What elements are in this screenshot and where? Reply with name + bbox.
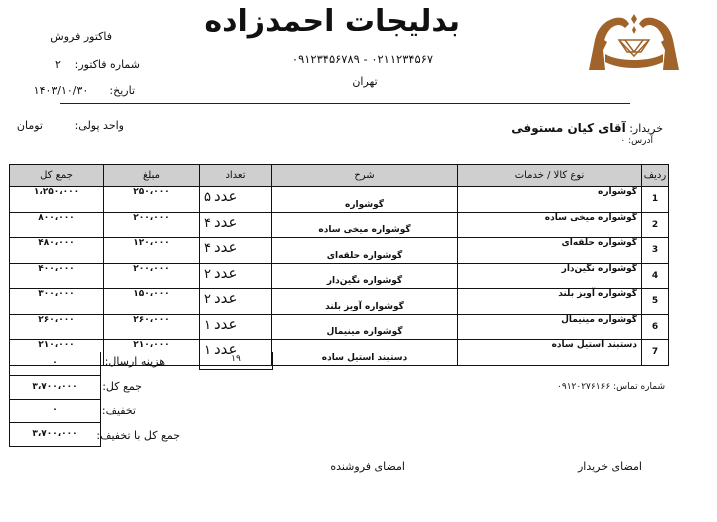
items-table [9,164,669,366]
buyer-line [460,121,663,135]
seller-signature: امضای فروشنده [330,460,405,473]
row-price: ۲۰۰،۰۰۰ [104,263,200,289]
row-number: 1 [642,187,669,213]
row-unit: عدد [213,187,238,205]
row-total: ۳۰۰،۰۰۰ [10,289,104,315]
discount-label: تخفیف: [101,404,136,417]
row-quantity [200,314,272,340]
row-total: ۲۶۰،۰۰۰ [10,314,104,340]
invoice-type: فاکتور فروش [50,30,112,43]
hands-diamond-logo-icon [585,10,683,72]
shipping-value: ۰ [9,352,101,376]
row-qty-value: ۴ [204,241,211,256]
header-divider [60,103,630,104]
table-row [10,289,669,315]
row-description: گوشواره [272,187,458,213]
row-qty-value: ۲ [204,266,211,282]
grand-total-label: جمع کل با تخفیف: [96,429,180,442]
buyer-label: خریدار: [629,122,663,135]
total-value: ۳،۷۰۰،۰۰۰ [9,375,101,400]
row-unit: عدد [213,314,238,333]
table-row [10,212,669,238]
invoice-number: ۲ [55,58,61,71]
row-number: 7 [642,340,669,366]
row-description: گوشواره آویز بلند [272,289,458,315]
quantity-total: ۱۹ [199,352,273,370]
address-label: آدرس: [628,136,653,146]
address-value: ۰ [620,136,626,146]
row-product: گوشواره حلقه‌ای [458,238,642,264]
row-total: ۲۱۰،۰۰۰ [10,340,104,366]
row-qty-value: ۱ [204,343,211,358]
invoice-date-label: تاریخ: [109,84,135,97]
discount-value: ۰ [9,399,101,423]
row-unit: عدد [213,263,238,282]
row-number: 6 [642,314,669,340]
row-price: ۲۶۰،۰۰۰ [104,314,200,340]
row-unit: عدد [213,212,238,231]
row-description: دستبند استیل ساده [272,340,458,366]
row-number: 4 [642,263,669,289]
table-row [10,314,669,340]
row-description: گوشواره میخی ساده [272,212,458,238]
row-product: گوشواره آویز بلند [458,289,642,315]
row-qty-value: ۴ [204,215,211,231]
invoice-date: ۱۴۰۳/۱۰/۳۰ [33,84,89,97]
shop-city: تهران [352,75,378,88]
buyer-name: آقای کیان مستوفی [511,121,626,135]
contact-line [557,382,665,392]
row-price: ۱۵۰،۰۰۰ [104,289,200,315]
row-quantity [200,212,272,238]
row-product: دستبند استیل ساده [458,340,642,366]
row-quantity [200,187,272,213]
row-price: ۱۲۰،۰۰۰ [104,238,200,264]
row-description: گوشواره مینیمال [272,314,458,340]
row-number: 5 [642,289,669,315]
contact-value: ۰۹۱۲۰۲۷۶۱۶۶ [557,382,611,392]
row-quantity [200,263,272,289]
row-product: گوشواره [458,187,642,213]
row-product: گوشواره نگین‌دار [458,263,642,289]
row-total: ۸۰۰،۰۰۰ [10,212,104,238]
row-total: ۴۰۰،۰۰۰ [10,263,104,289]
row-qty-value: ۵ [204,190,211,205]
row-quantity [200,238,272,264]
row-description: گوشواره حلقه‌ای [272,238,458,264]
table-row [10,187,669,213]
col-header-price: مبلغ [104,165,200,187]
row-price: ۲۰۰،۰۰۰ [104,212,200,238]
col-header-quantity: تعداد [200,165,272,187]
row-product: گوشواره میخی ساده [458,212,642,238]
row-number: 2 [642,212,669,238]
row-total: ۴۸۰،۰۰۰ [10,238,104,264]
total-label: جمع کل: [102,380,142,393]
table-row [10,238,669,264]
row-description: گوشواره نگین‌دار [272,263,458,289]
col-header-row-number: ردیف [642,165,669,187]
row-unit: عدد [213,340,238,358]
currency-value: تومان [16,119,43,132]
buyer-signature: امضای خریدار [577,460,642,473]
table-header-row [10,165,669,187]
grand-total-value: ۳،۷۰۰،۰۰۰ [9,423,101,447]
row-qty-value: ۱ [204,317,211,333]
invoice-number-label: شماره فاکتور: [74,58,140,71]
shop-name: بدلیجات احمدزاده [204,4,460,39]
row-total: ۱،۲۵۰،۰۰۰ [10,187,104,213]
row-product: گوشواره مینیمال [458,314,642,340]
contact-label: شماره تماس: [613,382,665,392]
row-quantity [200,289,272,315]
row-price: ۲۱۰،۰۰۰ [104,340,200,366]
currency-label: واحد پولی: [74,119,124,132]
shipping-label: هزینه ارسال: [104,355,165,368]
col-header-total: جمع کل [10,165,104,187]
col-header-product: نوع کالا / خدمات [458,165,642,187]
row-unit: عدد [213,289,238,307]
table-row [10,263,669,289]
row-qty-value: ۲ [204,292,211,307]
row-unit: عدد [213,238,238,256]
address-line [560,136,653,146]
row-price: ۲۵۰،۰۰۰ [104,187,200,213]
col-header-description: شرح [272,165,458,187]
shop-phones: ۰۲۱۱۲۳۴۵۶۷ - ۰۹۱۲۳۴۵۶۷۸۹ [291,52,434,66]
row-number: 3 [642,238,669,264]
